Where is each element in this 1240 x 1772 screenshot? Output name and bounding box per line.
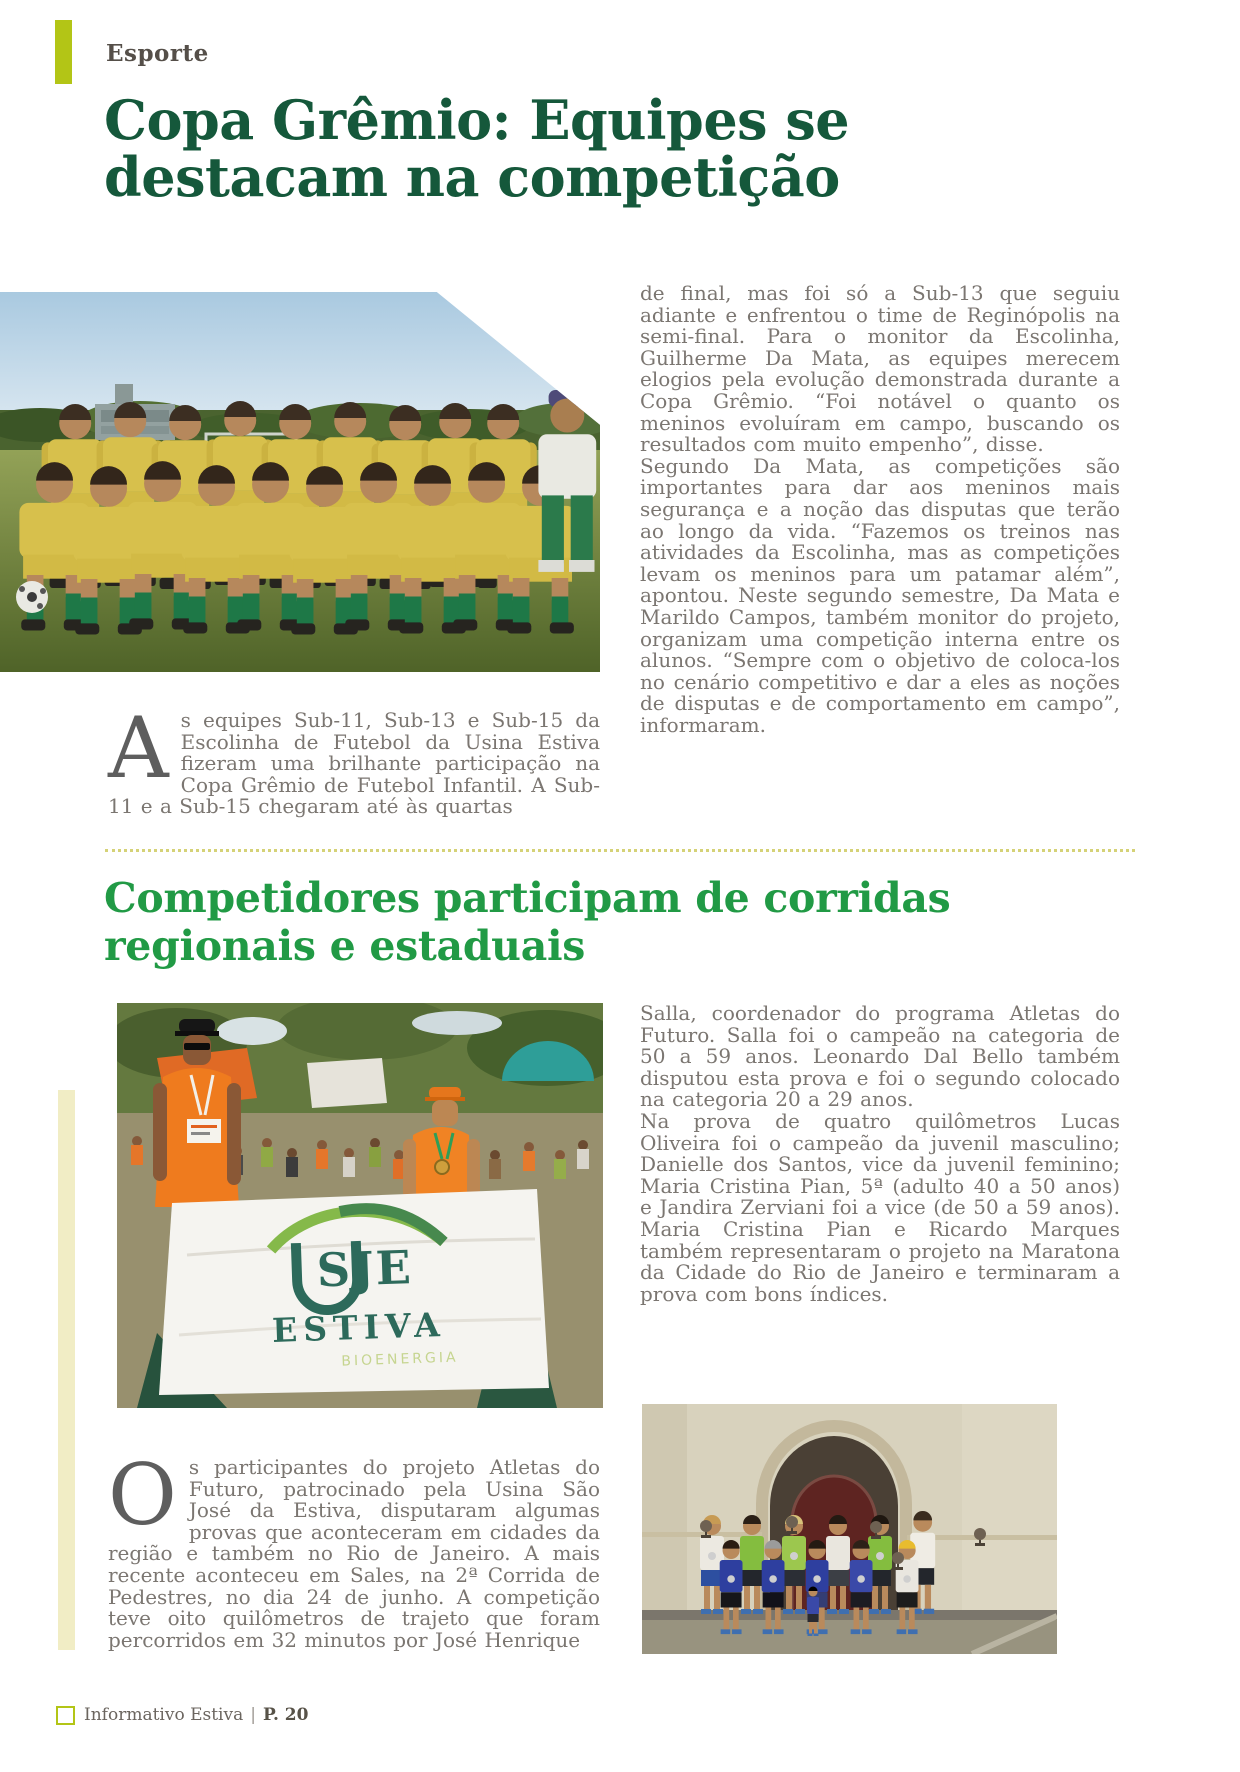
paragraph: Segundo Da Mata, as competições são importantes para dar aos meninos mais segurança e a noção das disputas que terão ao longo da vida. “Fazemos os treinos nas atividades da Escolinha, mas as competições levam os meninos para um patamar além”, apontou. Neste segundo semestre, Da Mata e Marildo Campos, também monitor do projeto, organizam uma competição interna entre os alunos. “Sempre com o objetivo de coloca-los no cenário competitivo e dar a eles as noções de disputas e de comportamento em campo”, informaram.: [640, 453, 1120, 737]
dropcap-o: O: [108, 1446, 177, 1544]
football-team-illustration: [0, 292, 600, 672]
paragraph-text: s participantes do projeto Atletas do Futuro, patrocinado pela Usina São José da Estiva, disputaram algumas provas que aconteceram em cidades da região e também no Rio de Janeiro. A mais recente aconteceu em Sales, na 2ª Corrida de Pedestres, no dia 24 de junho. A competição teve oito quilômetros de trajeto que foram percorridos em 32 minutos por José Henrique: [108, 1455, 600, 1652]
footer-brand: Informativo Estiva: [84, 1705, 244, 1725]
article1-right-column: [640, 283, 1120, 736]
article2-right-column: [640, 1003, 1120, 1305]
photo-runners-group: [642, 1404, 1057, 1654]
article2-headline: [104, 874, 1104, 970]
page-footer: [84, 1705, 308, 1725]
headline-line: Copa Grêmio: Equipes se: [104, 88, 850, 152]
football-ball: [16, 581, 48, 613]
white-tent: [307, 1058, 387, 1108]
left-accent-bar: [58, 1090, 75, 1650]
footer-separator: |: [250, 1705, 256, 1725]
section-accent-bar: [55, 20, 72, 84]
paragraph: de final, mas foi só a Sub-13 que seguiu adiante e enfrentou o time de Reginópolis na semi-final. Para o monitor da Escolinha, Guilherme Da Mata, as equipes merecem elogios pela evolução demonstrada durante a Copa Grêmio. “Foi notável o quanto os meninos evoluíram em campo, buscando os resultados com muito empenho”, disse.: [640, 281, 1120, 457]
headline-line: regionais e estaduais: [104, 922, 586, 970]
paragraph: Salla, coordenador do programa Atletas do Futuro. Salla foi o campeão na categoria de 50 a 59 anos. Leonardo Dal Bello também disputou esta prova e foi o segundo colocado na categoria 20 a 29 anos.: [640, 1001, 1120, 1112]
headline-line: Competidores participam de corridas: [104, 874, 951, 922]
paragraph-text: s equipes Sub-11, Sub-13 e Sub-15 da Escolinha de Futebol da Usina Estiva fizeram uma brilhante participação na Copa Grêmio de Futebol Infantil. A Sub-11 e a Sub-15 chegaram até às quartas: [108, 708, 600, 819]
section-label: Esporte: [106, 40, 209, 67]
dropcap-a: A: [108, 699, 169, 797]
article1-left-paragraph: [108, 699, 600, 819]
photo-runners-flag: [117, 1003, 603, 1408]
runners-group-illustration: [642, 1404, 1057, 1654]
photo-football-team: [0, 292, 600, 672]
flag-graphic: [159, 1189, 549, 1395]
runners-flag-illustration: [117, 1003, 603, 1408]
flag-name: ESTIVA: [271, 1304, 447, 1350]
footer-page-number: P. 20: [262, 1705, 309, 1725]
flag-tagline: BIOENERGIA: [341, 1349, 459, 1370]
article2-left-paragraph: [108, 1446, 600, 1652]
paragraph: Na prova de quatro quilômetros Lucas Oliveira foi o campeão da juvenil masculino; Danielle dos Santos, vice da juvenil feminino; Maria Cristina Pian, 5ª (adulto 40 a 50 anos) e Jandira Zerviani foi a vice (de 50 a 59 anos). Maria Cristina Pian e Ricardo Marques também representaram o projeto na Maratona da Cidade do Rio de Janeiro e terminaram a prova com bons índices.: [640, 1108, 1120, 1306]
flag-initials: SJE: [315, 1240, 414, 1298]
article1-headline: [104, 88, 1084, 209]
footer-logo-square: [56, 1706, 75, 1725]
section-divider: [105, 849, 1135, 852]
headline-line: destacam na competição: [104, 145, 840, 209]
